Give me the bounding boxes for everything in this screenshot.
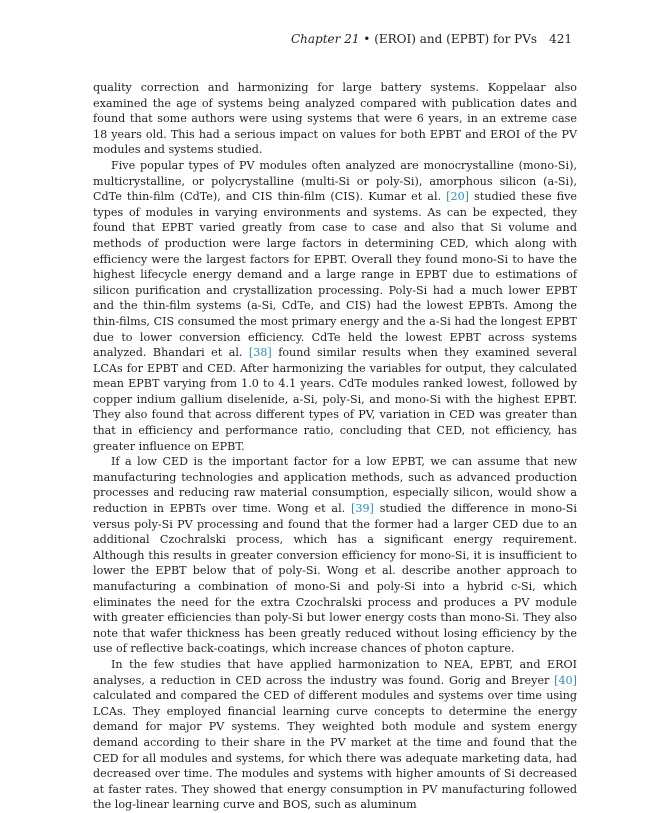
paragraph bbox=[93, 657, 577, 813]
paragraph-text: studied the difference in mono-Si versus poly-Si PV processing and found that the former had a larger CED due to an additional Czochralski process, which has a significant energy requirement. Although this results in greater conversion efficiency for mono-Si, it is insufficient to lower the EPBT below that of poly-Si. Wong et al. describe another approach to manufacturing a combination of mono-Si and poly-Si into a hybrid c-Si, which eliminates the need for the extra Czochralski process and produces a PV module with greater efficiencies than poly-Si but lower energy costs than mono-Si. They also note that wafer thickness has been greatly reduced without losing efficiency by the use of reflective back-coatings, which increase chances of photon capture. bbox=[93, 502, 577, 656]
paragraph-text: studied these five types of modules in varying environments and systems. As can be expected, they found that EPBT varied greatly from case to case and also that Si volume and methods of production were large factors in determining CED, which along with efficiency were the largest factors for EPBT. Overall they found mono-Si to have the highest lifecycle energy demand and a large range in EPBT due to estimations of silicon purification and crystallization processing. Poly-Si had a much lower EPBT and the thin-film systems (a-Si, CdTe, and CIS) had the lowest EPBTs. Among the thin-films, CIS consumed the most primary energy and the a-Si had the longest EPBT due to lower conversion efficiency. CdTe held the lowest EPBT across systems analyzed. Bhandari et al. bbox=[93, 190, 577, 360]
paragraph-text: found similar results when they examined several LCAs for EPBT and CED. After harmonizing the variables for output, they calculated mean EPBT varying from 1.0 to 4.1 years. CdTe modules ranked lowest, followed by copper indium gallium diselenide, a-Si, poly-Si, and mono-Si with the highest EPBT. They also found that across different types of PV, variation in CED was greater than that in efficiency and performance ratio, concluding that CED, not efficiency, has greater influence on EPBT. bbox=[93, 346, 577, 453]
citation-link[interactable]: [38] bbox=[248, 346, 272, 360]
citation-link[interactable]: [40] bbox=[554, 673, 577, 687]
chapter-label: Chapter 21 bbox=[290, 32, 360, 46]
paragraph bbox=[93, 158, 577, 454]
body-text bbox=[93, 80, 577, 813]
paragraph-text: quality correction and harmonizing for large battery systems. Koppelaar also examined the age of systems being analyzed compared with publication dates and found that some authors were using systems that were 6 years, in an extreme case 18 years old. This had a serious impact on values for both EPBT and EROI of the PV modules and systems studied. bbox=[93, 81, 577, 157]
paragraph-text: calculated and compared the CED of different modules and systems over time using LCAs. They employed financial learning curve concepts to determine the energy demand for major PV systems. They weighted both module and system energy demand according to their share in the PV market at the time and found that the CED for all modules and systems, for which there was adequate marketing data, had decreased over time. The modules and systems with higher amounts of Si decreased at faster rates. They showed that energy consumption in PV manufacturing followed the log-linear learning curve and BOS, such as aluminum bbox=[93, 689, 577, 812]
paragraph-text: In the few studies that have applied harmonization to NEA, EPBT, and EROI analyses, a reduction in CED across the industry was found. Gorig and Breyer bbox=[93, 657, 577, 687]
citation-link[interactable]: [20] bbox=[446, 190, 470, 204]
paragraph-text: Five popular types of PV modules often analyzed are monocrystalline (mono-Si), multicrystalline, or polycrystalline (multi-Si or poly-Si), amorphous silicon (a-Si), CdTe thin-film (CdTe), and CIS thin-film (CIS). Kumar et al. bbox=[93, 158, 577, 204]
header-bullet: • bbox=[359, 32, 375, 46]
page-number: 421 bbox=[549, 32, 572, 46]
chapter-title: (EROI) and (EPBT) for PVs bbox=[374, 32, 538, 46]
running-header bbox=[291, 32, 572, 46]
citation-link[interactable]: [39] bbox=[351, 502, 374, 516]
paragraph-text: If a low CED is the important factor for a low EPBT, we can assume that new manufacturing technologies and application methods, such as advanced production processes and reducing raw material consumption, especially silicon, would show a reduction in EPBTs over time. Wong et al. bbox=[93, 455, 577, 516]
paragraph bbox=[93, 80, 577, 158]
paragraph bbox=[93, 454, 577, 657]
